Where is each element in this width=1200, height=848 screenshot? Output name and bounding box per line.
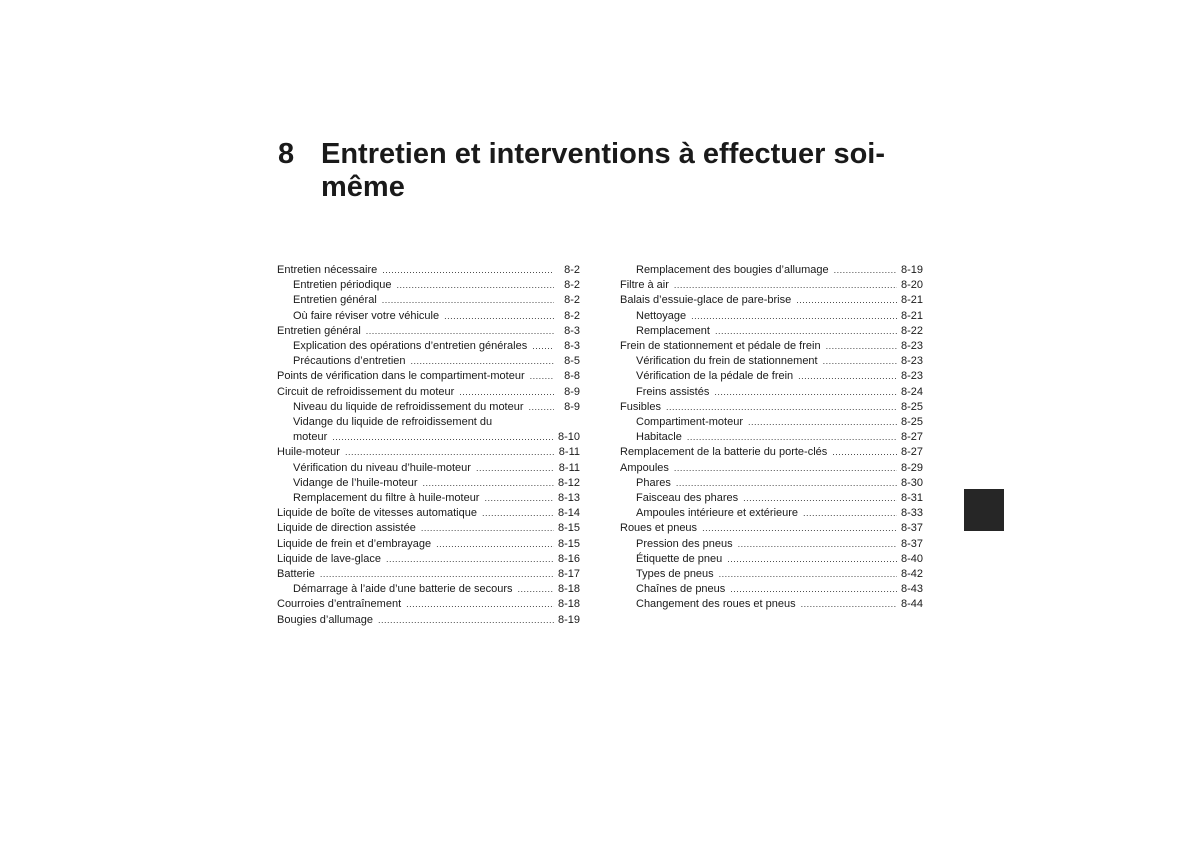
- toc-dot-leader: [382, 263, 554, 278]
- chapter-title: Entretien et interventions à effectuer soi-même: [321, 138, 886, 203]
- toc-dot-leader: [436, 537, 554, 552]
- toc-entry-label: Entretien général: [293, 294, 377, 307]
- toc-entry-label: Phares: [636, 476, 671, 489]
- toc-dot-leader: [484, 491, 553, 506]
- toc-dot-leader: [687, 430, 897, 445]
- toc-entry-page: 8-33: [900, 507, 923, 520]
- toc-entry[interactable]: [620, 309, 923, 324]
- toc-dot-leader: [366, 324, 554, 339]
- toc-entry-label: Balais d’essuie-glace de pare-brise: [620, 294, 792, 307]
- toc-entry-label: Entretien nécessaire: [277, 264, 378, 276]
- toc-entry-label: Circuit de refroidissement du moteur: [277, 385, 455, 398]
- toc-entry[interactable]: [277, 354, 580, 369]
- toc-entry-label: Batterie: [277, 568, 315, 581]
- toc-entry[interactable]: [277, 567, 580, 582]
- toc-entry[interactable]: [620, 415, 923, 430]
- toc-entry-label: Ampoules: [620, 461, 669, 474]
- toc-dot-leader: [748, 415, 897, 430]
- toc-entry[interactable]: [277, 521, 580, 536]
- toc-entry-label: Faisceau des phares: [636, 492, 739, 505]
- toc-dot-leader: [803, 506, 897, 521]
- toc-entry[interactable]: [277, 430, 580, 445]
- toc-entry-page: 8-11: [558, 461, 580, 474]
- toc-entry-page: 8-19: [557, 613, 580, 626]
- toc-entry-label: Huile-moteur: [277, 446, 340, 459]
- toc-dot-leader: [320, 567, 554, 582]
- toc-entry-page: 8-22: [900, 324, 923, 337]
- toc-entry[interactable]: [277, 309, 580, 324]
- toc-entry-page: 8-42: [900, 568, 923, 581]
- toc-entry[interactable]: [620, 430, 923, 445]
- toc-entry-page: 8-19: [900, 264, 923, 276]
- toc-entry-label: Vérification du niveau d’huile-moteur: [293, 461, 471, 474]
- toc-entry-label: Remplacement: [636, 324, 710, 337]
- toc-entry-label: Compartiment-moteur: [636, 416, 743, 429]
- toc-entry-label: Courroies d’entraînement: [277, 598, 402, 611]
- toc-dot-leader: [444, 309, 554, 324]
- toc-entry-label: Changement des roues et pneus: [636, 598, 796, 611]
- toc-entry-label: Où faire réviser votre véhicule: [293, 309, 440, 322]
- toc-dot-leader: [406, 597, 554, 612]
- toc-entry-page: 8-25: [900, 416, 923, 429]
- toc-dot-leader: [674, 278, 897, 293]
- toc-entry-page: 8-21: [900, 309, 923, 322]
- toc-right-column: [620, 263, 923, 613]
- toc-entry-label: Vidange de l’huile-moteur: [293, 476, 418, 489]
- toc-entry-page: 8-8: [564, 370, 580, 383]
- toc-entry-page: 8-9: [564, 400, 580, 413]
- toc-entry-page: 8-37: [900, 537, 923, 550]
- toc-entry[interactable]: [620, 445, 923, 460]
- toc-entry-page: 8-23: [900, 340, 923, 353]
- toc-dot-leader: [714, 385, 897, 400]
- toc-dot-leader: [719, 567, 897, 582]
- toc-entry-page: 8-9: [564, 385, 580, 398]
- toc-entry[interactable]: [620, 476, 923, 491]
- toc-entry-label: Fusibles: [620, 400, 661, 413]
- toc-dot-leader: [798, 369, 897, 384]
- toc-entry-label: moteur: [293, 431, 328, 444]
- toc-entry-label: Liquide de boîte de vitesses automatique: [277, 507, 477, 520]
- toc-dot-leader: [459, 385, 554, 400]
- toc-entry[interactable]: [277, 506, 580, 521]
- toc-entry[interactable]: [277, 552, 580, 567]
- toc-entry-page: 8-2: [564, 294, 580, 307]
- toc-dot-leader: [332, 430, 554, 445]
- toc-entry[interactable]: [620, 263, 923, 278]
- toc-entry-page: 8-12: [557, 476, 580, 489]
- toc-dot-leader: [796, 293, 897, 308]
- toc-entry-label: Freins assistés: [636, 385, 710, 398]
- toc-entry-page: 8-31: [900, 492, 923, 505]
- toc-entry-label: Liquide de direction assistée: [277, 522, 416, 535]
- toc-entry-label: Explication des opérations d’entretien générales: [293, 340, 528, 353]
- toc-entry-page: 8-44: [900, 598, 923, 611]
- toc-entry[interactable]: [620, 491, 923, 506]
- toc-dot-leader: [702, 521, 897, 536]
- toc-entry[interactable]: [620, 521, 923, 536]
- toc-dot-leader: [518, 582, 554, 597]
- toc-entry[interactable]: [277, 461, 580, 476]
- toc-entry-label: Entretien périodique: [293, 279, 392, 292]
- toc-dot-leader: [345, 445, 554, 460]
- toc-entry[interactable]: [277, 385, 580, 400]
- toc-entry-page: 8-15: [557, 537, 580, 550]
- toc-entry[interactable]: [277, 537, 580, 552]
- toc-entry[interactable]: [277, 293, 580, 308]
- chapter-number: 8: [278, 138, 295, 170]
- toc-entry-page: 8-2: [564, 264, 580, 276]
- toc-entry[interactable]: [620, 567, 923, 582]
- toc-entry[interactable]: [277, 445, 580, 460]
- toc-entry[interactable]: [620, 552, 923, 567]
- toc-entry[interactable]: [277, 491, 580, 506]
- toc-entry[interactable]: [277, 476, 580, 491]
- toc-dot-leader: [674, 461, 897, 476]
- toc-entry[interactable]: [620, 400, 923, 415]
- toc-left-column: [277, 263, 580, 628]
- toc-entry-label: Remplacement du filtre à huile-moteur: [293, 492, 480, 505]
- toc-entry[interactable]: [277, 324, 580, 339]
- toc-entry-page: 8-16: [557, 552, 580, 565]
- toc-entry[interactable]: [620, 385, 923, 400]
- toc-entry-label: Remplacement de la batterie du porte-clés: [620, 446, 828, 459]
- toc-dot-leader: [530, 369, 554, 384]
- toc-entry-page: 8-13: [557, 492, 580, 505]
- toc-dot-leader: [666, 400, 897, 415]
- toc-dot-leader: [801, 597, 897, 612]
- toc-entry[interactable]: [620, 506, 923, 521]
- toc-entry-page: 8-30: [900, 476, 923, 489]
- toc-entry-page: 8-24: [900, 385, 923, 398]
- toc-dot-leader: [421, 521, 554, 536]
- toc-entry-page: 8-29: [900, 461, 923, 474]
- chapter-thumb-tab: [964, 489, 1004, 531]
- toc-entry-label: Précautions d’entretien: [293, 355, 406, 368]
- toc-entry[interactable]: [277, 415, 580, 430]
- toc-entry-label: Roues et pneus: [620, 522, 698, 535]
- toc-entry-page: 8-40: [900, 552, 923, 565]
- toc-entry-label: Nettoyage: [636, 309, 687, 322]
- toc-dot-leader: [715, 324, 897, 339]
- toc-dot-leader: [730, 582, 897, 597]
- toc-entry-page: 8-11: [558, 446, 580, 459]
- toc-entry-label: Niveau du liquide de refroidissement du moteur: [293, 400, 524, 413]
- toc-dot-leader: [823, 354, 897, 369]
- toc-dot-leader: [691, 309, 897, 324]
- toc-dot-leader: [832, 445, 897, 460]
- toc-entry-label: Liquide de lave-glace: [277, 552, 381, 565]
- toc-entry-page: 8-5: [564, 355, 580, 368]
- toc-entry-page: 8-37: [900, 522, 923, 535]
- toc-entry[interactable]: [277, 613, 580, 628]
- toc-entry-label: Points de vérification dans le compartiment-moteur: [277, 370, 525, 383]
- toc-entry-page: 8-14: [557, 507, 580, 520]
- toc-entry-label: Ampoules intérieure et extérieure: [636, 507, 799, 520]
- toc-dot-leader: [378, 613, 554, 628]
- toc-dot-leader: [386, 552, 554, 567]
- toc-entry-page: 8-27: [900, 431, 923, 444]
- toc-entry-label: Vérification du frein de stationnement: [636, 355, 818, 368]
- toc-dot-leader: [738, 537, 897, 552]
- toc-entry-page: 8-18: [557, 583, 580, 596]
- toc-dot-leader: [529, 400, 554, 415]
- toc-entry[interactable]: [277, 369, 580, 384]
- toc-entry[interactable]: [620, 354, 923, 369]
- toc-entry-page: 8-10: [557, 431, 580, 444]
- toc-entry-page: 8-2: [564, 279, 580, 292]
- toc-entry[interactable]: [620, 278, 923, 293]
- toc-entry-label: Démarrage à l’aide d’une batterie de secours: [293, 583, 513, 596]
- toc-entry-page: 8-18: [557, 598, 580, 611]
- toc-entry[interactable]: [620, 369, 923, 384]
- toc-entry[interactable]: [620, 461, 923, 476]
- toc-entry-page: 8-3: [564, 340, 580, 353]
- toc-entry-label: Étiquette de pneu: [636, 552, 723, 565]
- toc-entry-label: Chaînes de pneus: [636, 583, 726, 596]
- toc-entry[interactable]: [620, 324, 923, 339]
- toc-dot-leader: [382, 293, 554, 308]
- toc-dot-leader: [482, 506, 554, 521]
- toc-dot-leader: [532, 339, 554, 354]
- toc-dot-leader: [396, 278, 554, 293]
- toc-dot-leader: [826, 339, 897, 354]
- toc-entry-label: Pression des pneus: [636, 537, 733, 550]
- toc-entry-page: 8-23: [900, 355, 923, 368]
- toc-dot-leader: [727, 552, 897, 567]
- toc-entry[interactable]: [620, 339, 923, 354]
- toc-entry[interactable]: [620, 582, 923, 597]
- toc-entry[interactable]: [277, 582, 580, 597]
- toc-entry-page: 8-27: [900, 446, 923, 459]
- toc-entry-label: Vidange du liquide de refroidissement du: [293, 416, 493, 429]
- toc-entry[interactable]: [620, 597, 923, 612]
- toc-entry-label: Frein de stationnement et pédale de frein: [620, 340, 821, 353]
- toc-entry[interactable]: [277, 339, 580, 354]
- toc-entry-page: 8-25: [900, 400, 923, 413]
- toc-dot-leader: [743, 491, 897, 506]
- toc-entry-page: 8-43: [900, 583, 923, 596]
- toc-dot-leader: [676, 476, 897, 491]
- toc-entry[interactable]: [277, 400, 580, 415]
- toc-entry-label: Entretien général: [277, 324, 361, 337]
- toc-entry-label: Vérification de la pédale de frein: [636, 370, 794, 383]
- toc-entry-label: Habitacle: [636, 431, 682, 444]
- toc-entry[interactable]: [277, 597, 580, 612]
- toc-entry-page: 8-21: [900, 294, 923, 307]
- toc-entry-page: 8-23: [900, 370, 923, 383]
- toc-entry-page: 8-2: [564, 309, 580, 322]
- toc-entry-page: 8-15: [557, 522, 580, 535]
- toc-entry-label: Bougies d’allumage: [277, 613, 374, 626]
- toc-entry-label: Remplacement des bougies d’allumage: [636, 264, 829, 276]
- toc-entry-page: 8-20: [900, 279, 923, 292]
- toc-entry[interactable]: [620, 537, 923, 552]
- toc-dot-leader: [423, 476, 554, 491]
- toc-dot-leader: [411, 354, 554, 369]
- toc-entry[interactable]: [620, 293, 923, 308]
- toc-entry-label: Filtre à air: [620, 279, 669, 292]
- toc-entry-label: Types de pneus: [636, 568, 714, 581]
- toc-entry-label: Liquide de frein et d’embrayage: [277, 537, 432, 550]
- toc-entry[interactable]: [277, 263, 580, 278]
- toc-dot-leader: [834, 263, 897, 278]
- toc-entry-page: 8-17: [557, 568, 580, 581]
- toc-dot-leader: [476, 461, 554, 476]
- toc-entry[interactable]: [277, 278, 580, 293]
- toc-entry-page: 8-3: [564, 324, 580, 337]
